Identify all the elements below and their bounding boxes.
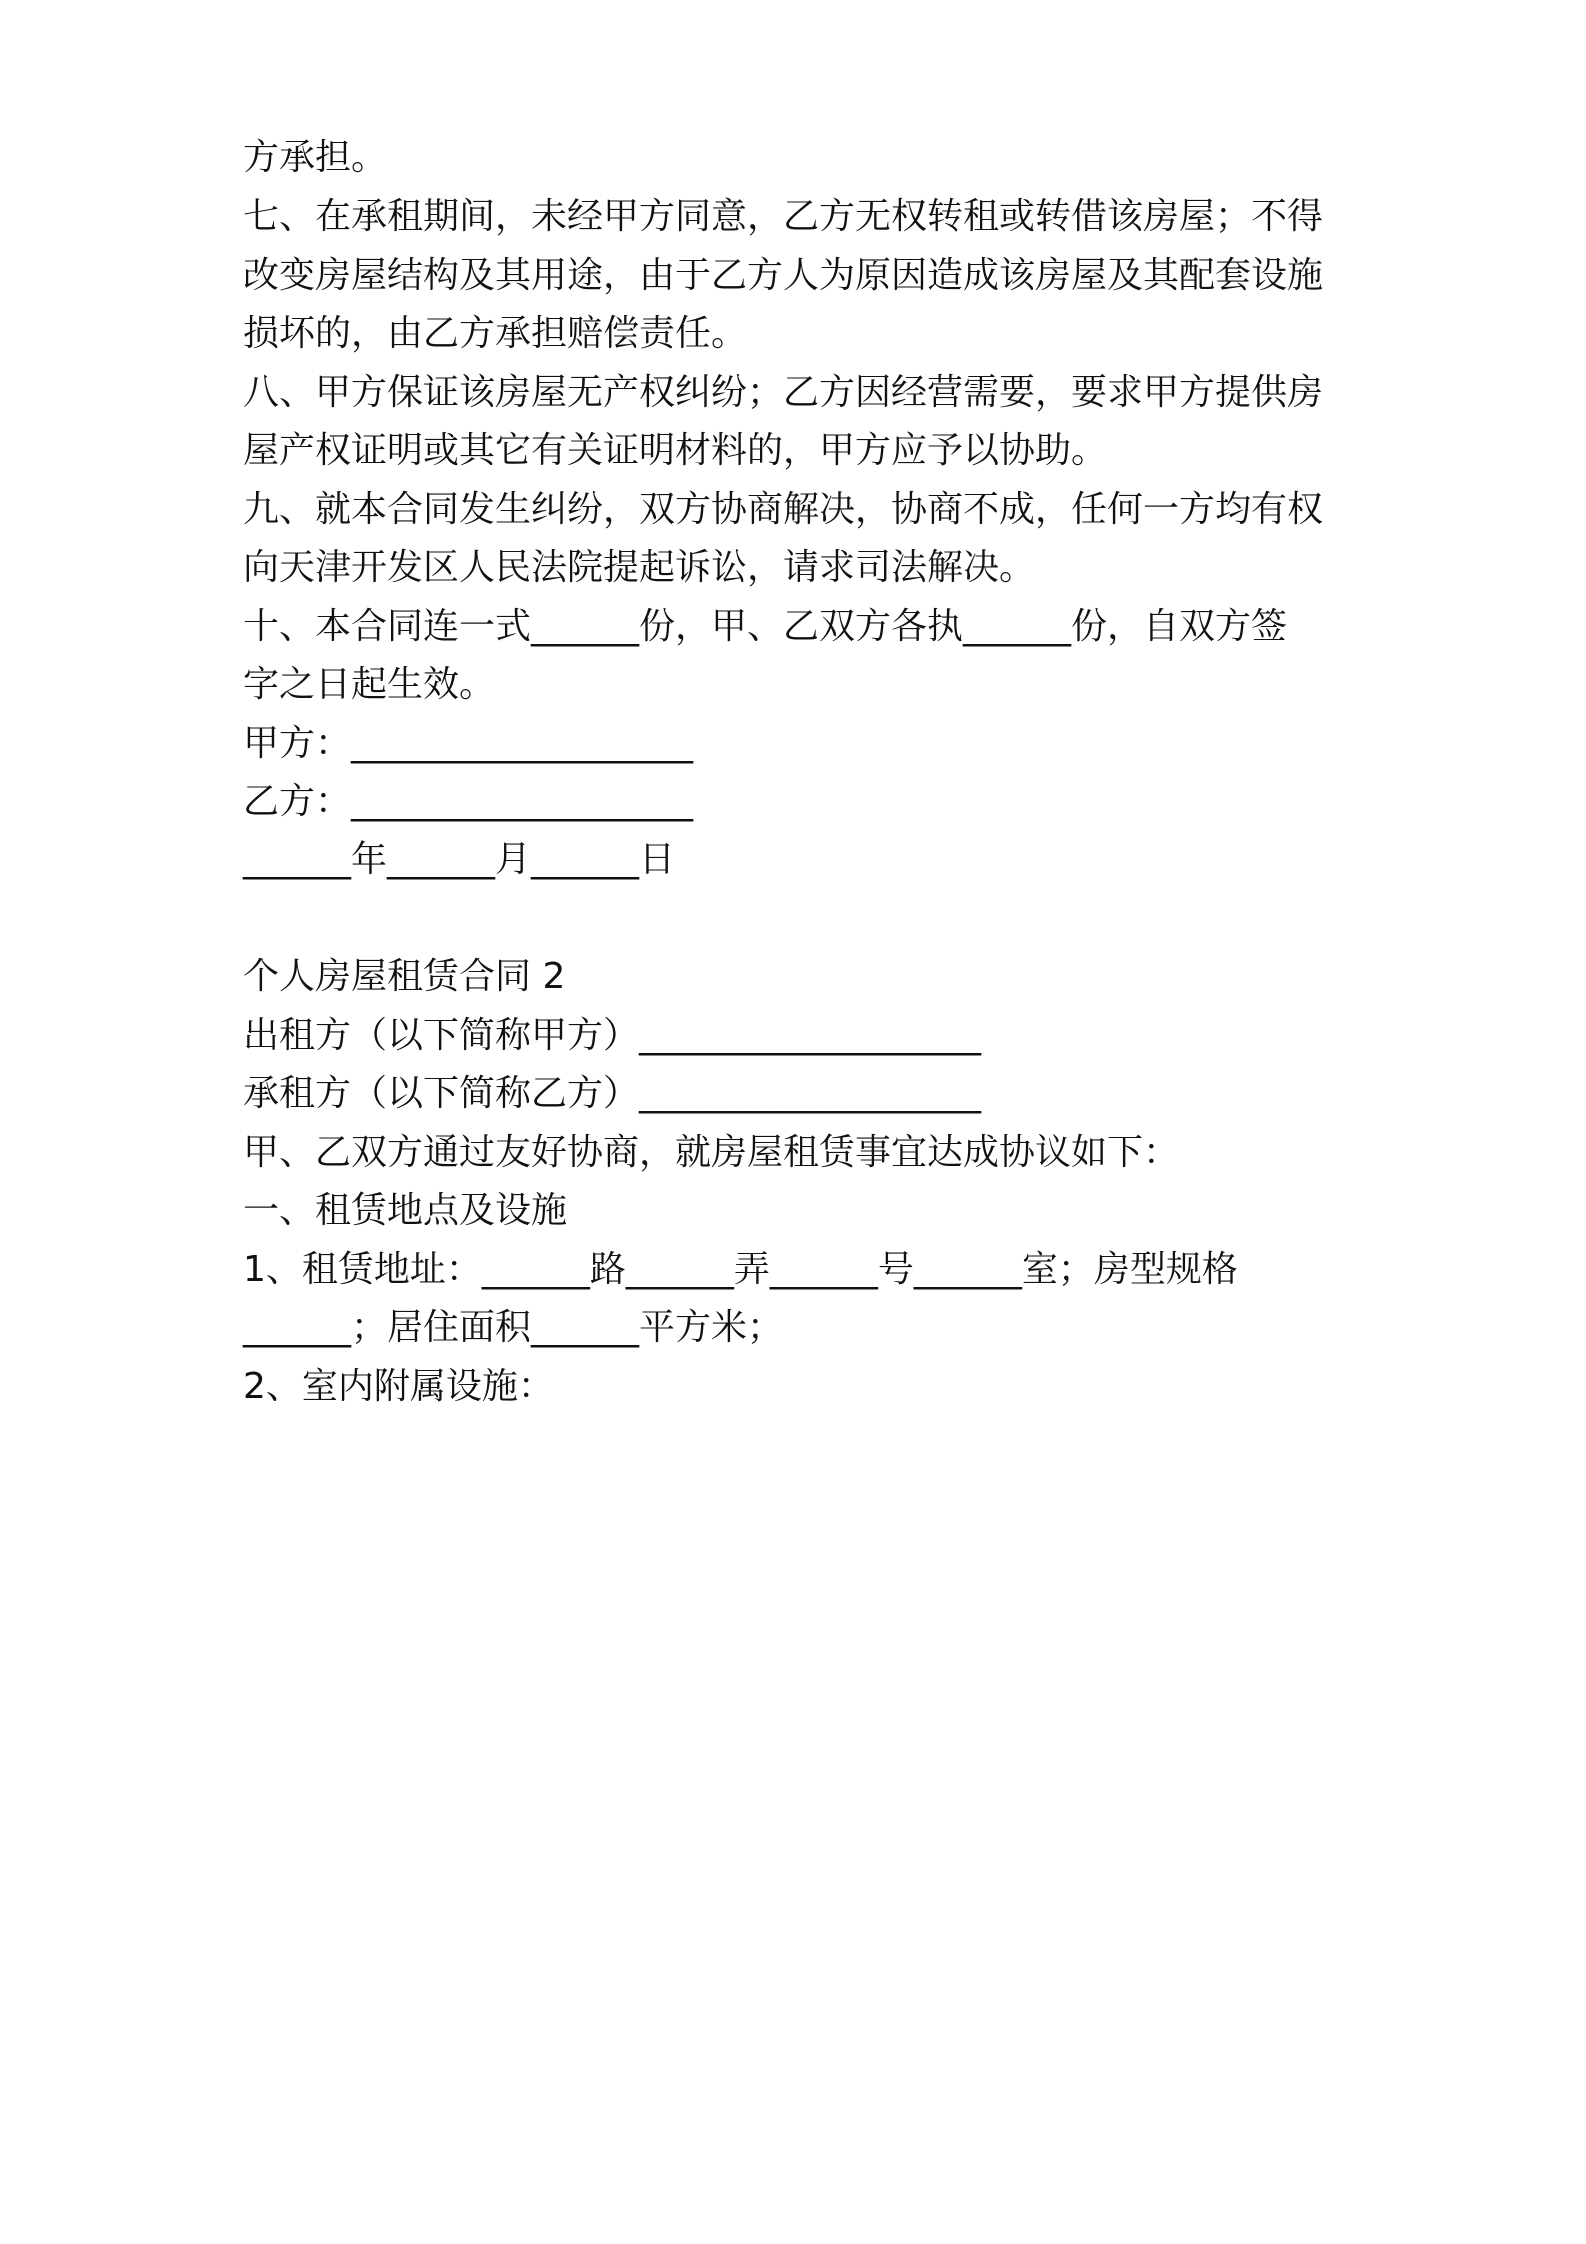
clause-8-line-1: 八、甲方保证该房屋无产权纠纷；乙方因经营需要，要求甲方提供房 [243,372,1324,413]
clause-7-line-1: 七、在承租期间，未经甲方同意，乙方无权转租或转借该房屋；不得 [243,196,1324,237]
section-1-title: 一、租赁地点及设施 [243,1190,568,1231]
party-a-signature: 甲方：___________________ [243,723,694,764]
contract-2-intro: 甲、乙双方通过友好协商，就房屋租赁事宜达成协议如下： [243,1132,1180,1173]
item-1-line-1: 1、租赁地址：______路______弄______号______室；房型规格 [243,1249,1238,1290]
clause-9-line-2: 向天津开发区人民法院提起诉讼，请求司法解决。 [243,547,1036,588]
clause-7-line-2: 改变房屋结构及其用途，由于乙方人为原因造成该房屋及其配套设施 [243,255,1324,296]
lessee-line: 承租方（以下简称乙方）___________________ [243,1073,982,1114]
party-b-signature: 乙方：___________________ [243,781,694,822]
contract-2-title: 个人房屋租赁合同 2 [243,956,566,997]
clause-7-line-3: 损坏的，由乙方承担赔偿责任。 [243,313,748,354]
signature-date: ______年______月______日 [243,839,675,880]
clause-8-line-2: 屋产权证明或其它有关证明材料的，甲方应予以协助。 [243,430,1108,471]
clause-10-line-1: 十、本合同连一式______份，甲、乙双方各执______份，自双方签 [243,606,1288,647]
clause-9-line-1: 九、就本合同发生纠纷，双方协商解决，协商不成，任何一方均有权 [243,489,1324,530]
lessor-line: 出租方（以下简称甲方）___________________ [243,1015,982,1056]
clause-10-line-2: 字之日起生效。 [243,664,496,705]
clause-6-continuation: 方承担。 [243,137,388,178]
item-2-line: 2、室内附属设施： [243,1366,554,1407]
item-1-line-2: ______；居住面积______平方米； [243,1307,784,1348]
